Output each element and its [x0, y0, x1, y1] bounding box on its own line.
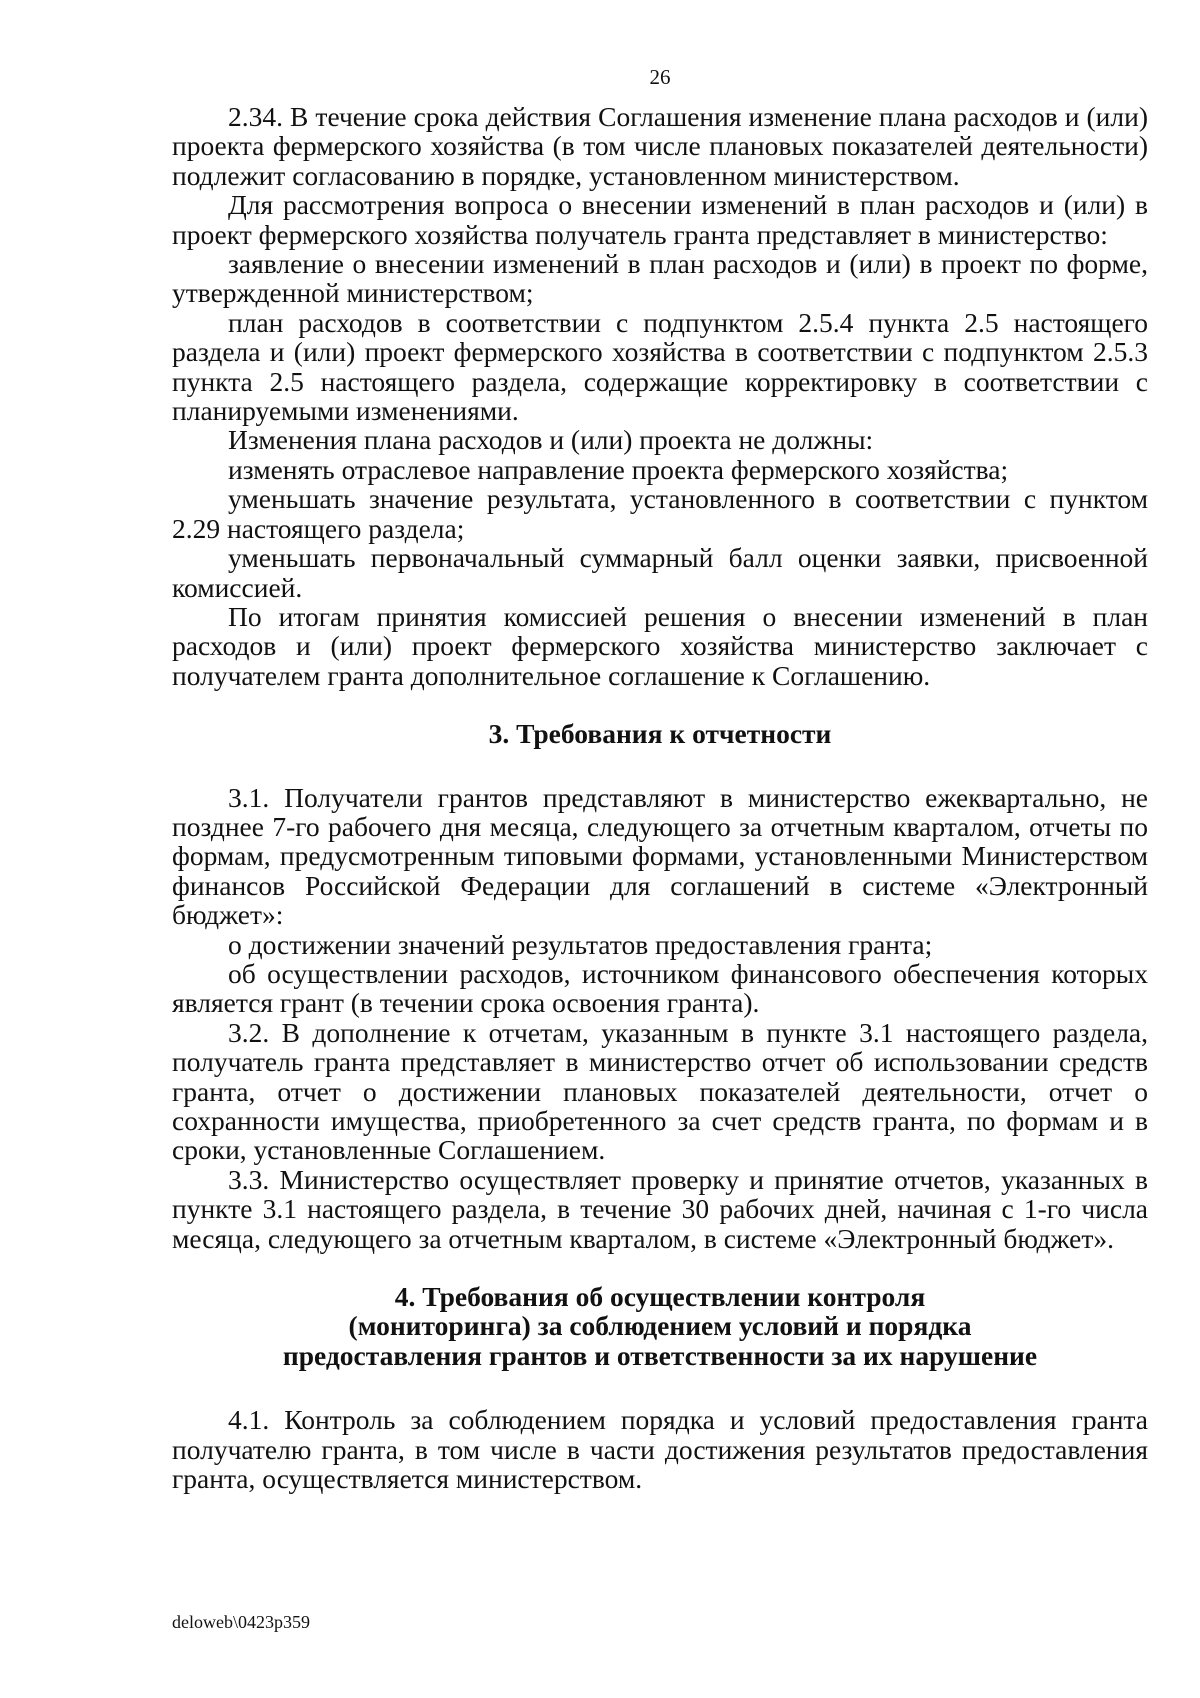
paragraph-plan-item: план расходов в соответствии с подпунктом 2.5.4 пункта 2.5 настоящего раздела и (или) проект фермерского хозяйства в соответствии с подпунктом 2.5.3 пункта 2.5 настоящего раздела, содержащие корректировку в соответствии с планируемыми изменениями. [172, 306, 1148, 427]
footer-document-code: deloweb\0423p359 [172, 1612, 310, 1632]
paragraph-report-expenses: об осуществлении расходов, источником финансового обеспечения которых является грант (в течении срока освоения гранта). [172, 957, 1148, 1019]
paragraph-additional-agreement: По итогам принятия комиссией решения о внесении изменений в план расходов и (или) проект фермерского хозяйства министерство заключает с получателем гранта дополнительное соглашение к Соглашению. [172, 600, 1148, 691]
section-4-heading-line-3: предоставления грантов и ответственности за их нарушение [282, 1339, 1038, 1371]
paragraph-3-3: 3.3. Министерство осуществляет проверку и принятие отчетов, указанных в пункте 3.1 настоящего раздела, в течение 30 рабочих дней, начиная с 1-го числа месяца, следующего за отчетным кварталом, в системе «Электронный бюджет». [172, 1163, 1148, 1254]
paragraph-4-1: 4.1. Контроль за соблюдением порядка и условий предоставления гранта получателю гранта, в том числе в части достижения результатов предоставления гранта, осуществляется министерством. [172, 1404, 1148, 1495]
section-2-tail [172, 102, 1148, 690]
section-3-heading: 3. Требования к отчетности [488, 718, 832, 750]
paragraph-changes-request: Для рассмотрения вопроса о внесении изменений в план расходов и (или) в проект фермерского хозяйства получатель гранта представляет в министерство: [172, 189, 1148, 250]
paragraph-restriction-score: уменьшать первоначальный суммарный балл оценки заявки, присвоенной комиссией. [172, 542, 1148, 603]
paragraph-3-1: 3.1. Получатели грантов представляют в министерство ежеквартально, не позднее 7-го рабочего дня месяца, следующего за отчетным кварталом, отчеты по формам, предусмотренным типовыми формами, установленными Министерством финансов Российской Федерации для соглашений в системе «Электронный бюджет»: [172, 781, 1148, 931]
section-4-heading-line-2: (мониторинга) за соблюдением условий и порядка [348, 1310, 972, 1342]
paragraph-2-34: 2.34. В течение срока действия Соглашения изменение плана расходов и (или) проекта фермерского хозяйства (в том числе плановых показателей деятельности) подлежит согласованию в порядке, установленном министерством. [172, 101, 1148, 191]
section-4-heading [172, 1282, 1148, 1370]
section-3 [172, 783, 1148, 1254]
section-4 [172, 1405, 1148, 1493]
page-number: 26 [649, 65, 671, 89]
document-page [172, 62, 1148, 1493]
section-4-heading-line-1: 4. Требования об осуществлении контроля [394, 1281, 926, 1313]
paragraph-3-2: 3.2. В дополнение к отчетам, указанным в пункте 3.1 настоящего раздела, получатель гранта представляет в министерство отчет об использовании средств гранта, отчет о достижении плановых показателей деятельности, отчет о сохранности имущества, приобретенного за счет средств гранта, по формам и в сроки, установленные Соглашением. [172, 1016, 1148, 1166]
paragraph-changes-restrictions: Изменения плана расходов и (или) проекта не должны: [228, 424, 874, 456]
paragraph-restriction-result: уменьшать значение результата, установленного в соответствии с пунктом 2.29 настоящего раздела; [172, 483, 1148, 544]
paragraph-application-item: заявление о внесении изменений в план расходов и (или) в проект по форме, утвержденной министерством; [172, 248, 1148, 309]
paragraph-report-results: о достижении значений результатов предоставления гранта; [228, 928, 933, 960]
paragraph-restriction-direction: изменять отраслевое направление проекта фермерского хозяйства; [228, 453, 1009, 485]
